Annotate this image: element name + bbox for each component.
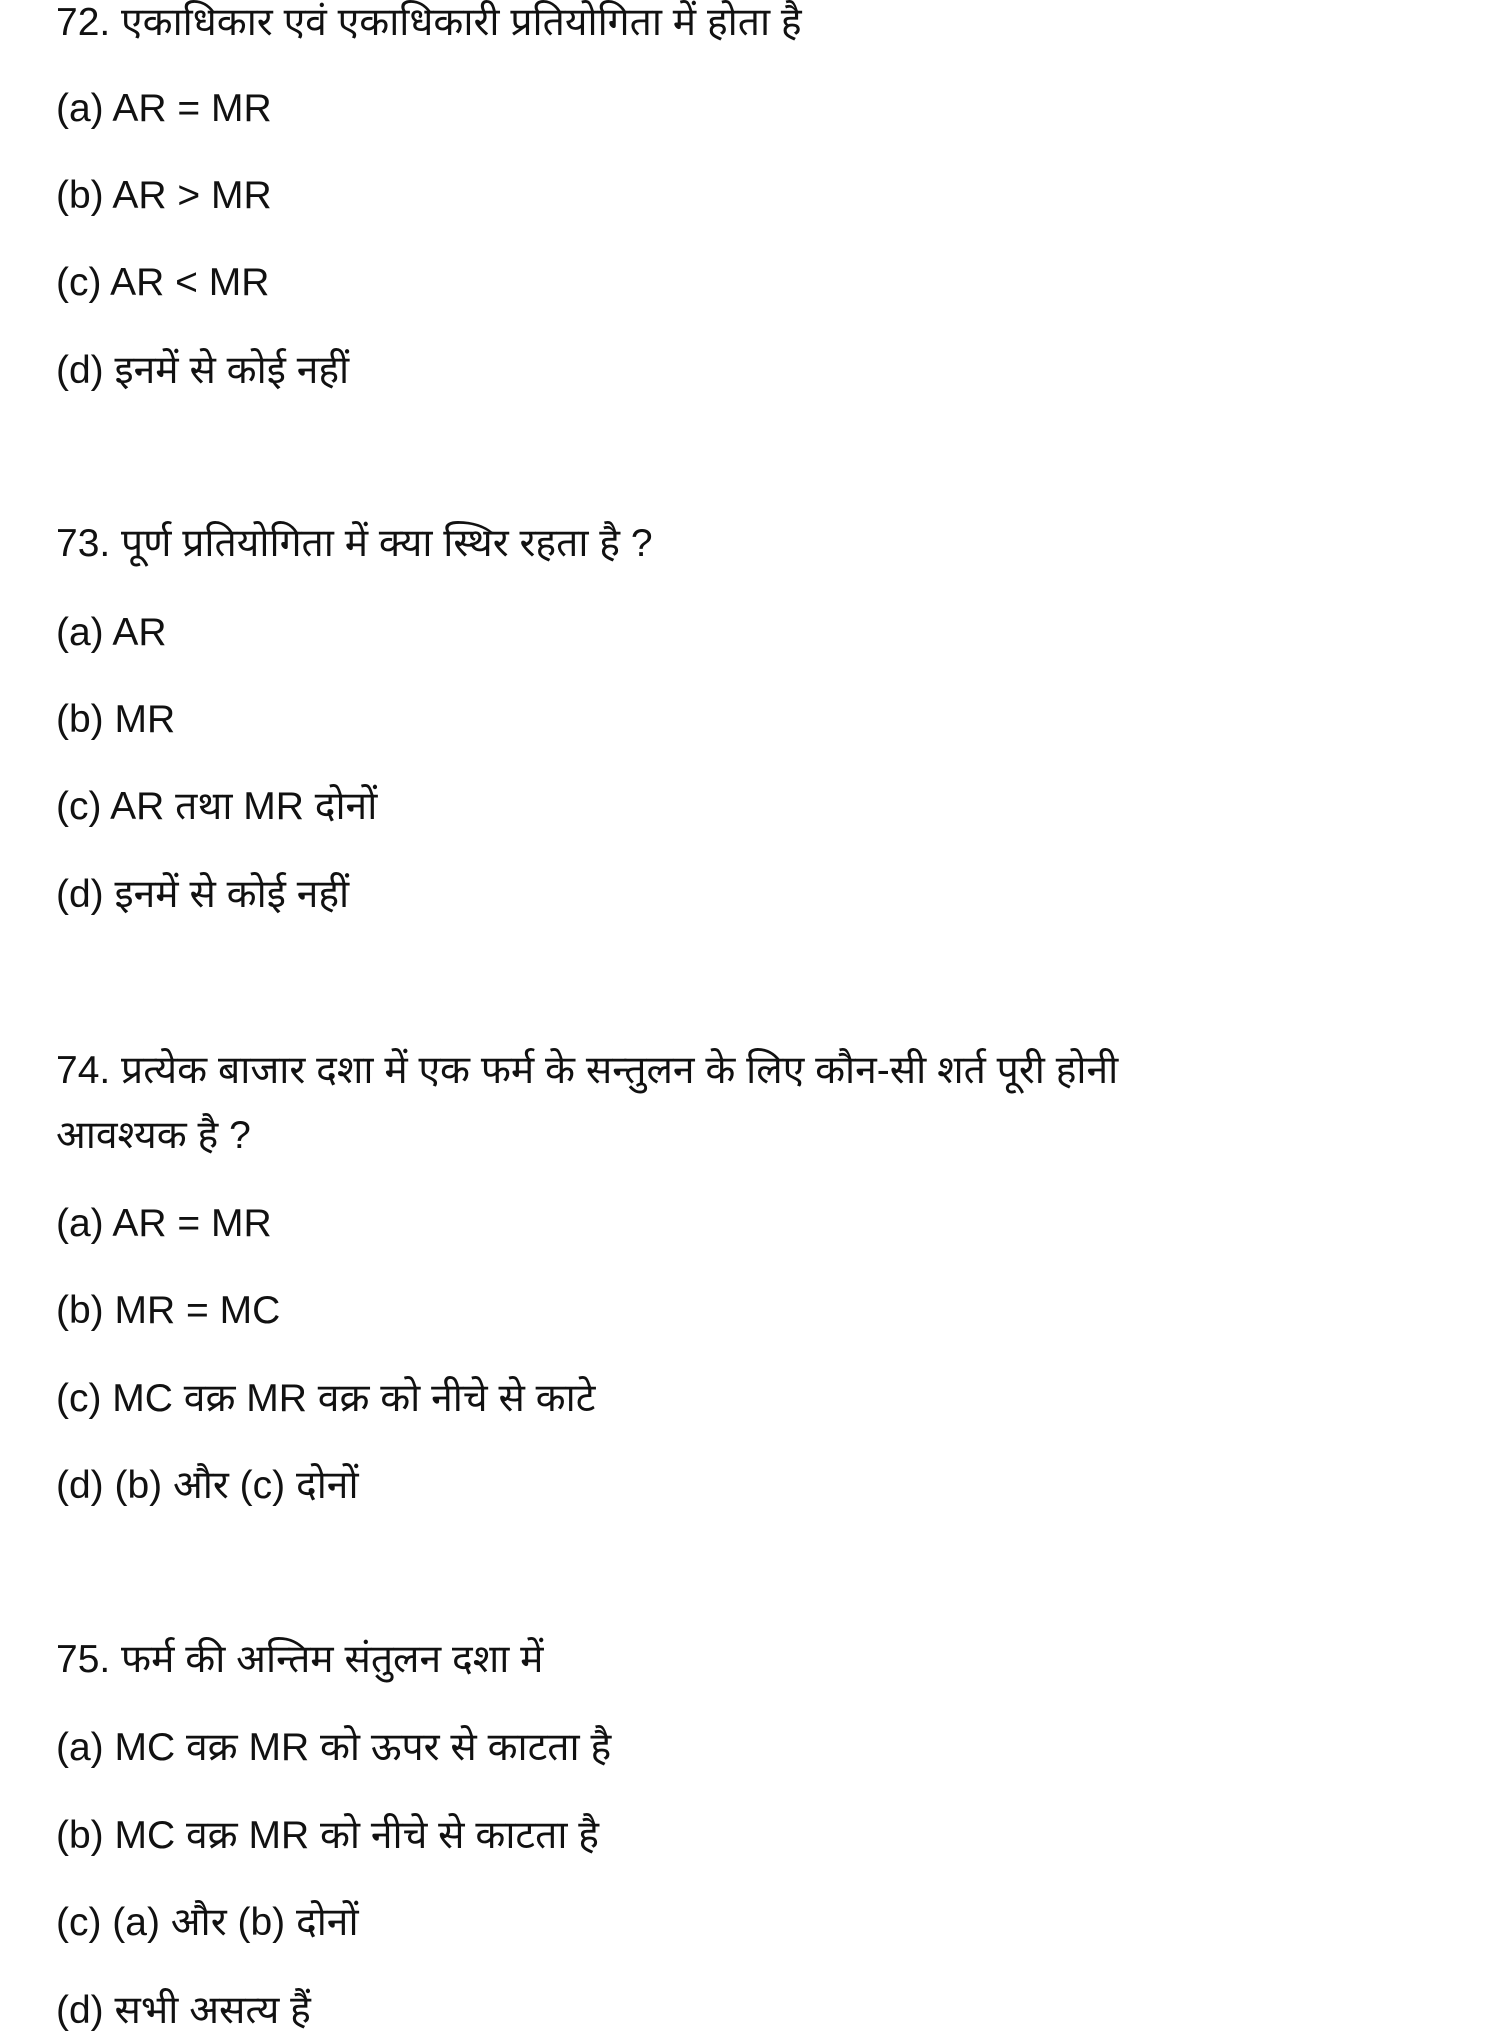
option-a: (a) MC वक्र MR को ऊपर से काटता है <box>56 1726 612 1769</box>
option-b: (b) MR = MC <box>56 1289 281 1332</box>
question-text: 75. फर्म की अन्तिम संतुलन दशा में <box>56 1638 544 1681</box>
option-c: (c) (a) और (b) दोनों <box>56 1901 359 1944</box>
question-text: 73. पूर्ण प्रतियोगिता में क्या स्थिर रहता है ? <box>56 522 653 565</box>
option-d: (d) सभी असत्य हैं <box>56 1989 311 2032</box>
option-a: (a) AR = MR <box>56 1202 272 1245</box>
option-d: (d) (b) और (c) दोनों <box>56 1464 359 1507</box>
question-text: 74. प्रत्येक बाजार दशा में एक फर्म के सन्तुलन के लिए कौन-सी शर्त पूरी होनी <box>56 1049 1119 1092</box>
question-text: 72. एकाधिकार एवं एकाधिकारी प्रतियोगिता में होता है <box>56 1 802 44</box>
option-c: (c) AR < MR <box>56 261 270 304</box>
option-d: (d) इनमें से कोई नहीं <box>56 873 350 916</box>
option-b: (b) AR > MR <box>56 174 272 217</box>
option-c: (c) AR तथा MR दोनों <box>56 785 378 828</box>
option-b: (b) MC वक्र MR को नीचे से काटता है <box>56 1814 599 1857</box>
question-text-line2: आवश्यक है ? <box>56 1114 251 1157</box>
option-c: (c) MC वक्र MR वक्र को नीचे से काटे <box>56 1377 596 1420</box>
option-b: (b) MR <box>56 698 176 741</box>
option-a: (a) AR = MR <box>56 87 272 130</box>
option-a: (a) AR <box>56 611 167 654</box>
option-d: (d) इनमें से कोई नहीं <box>56 349 350 392</box>
